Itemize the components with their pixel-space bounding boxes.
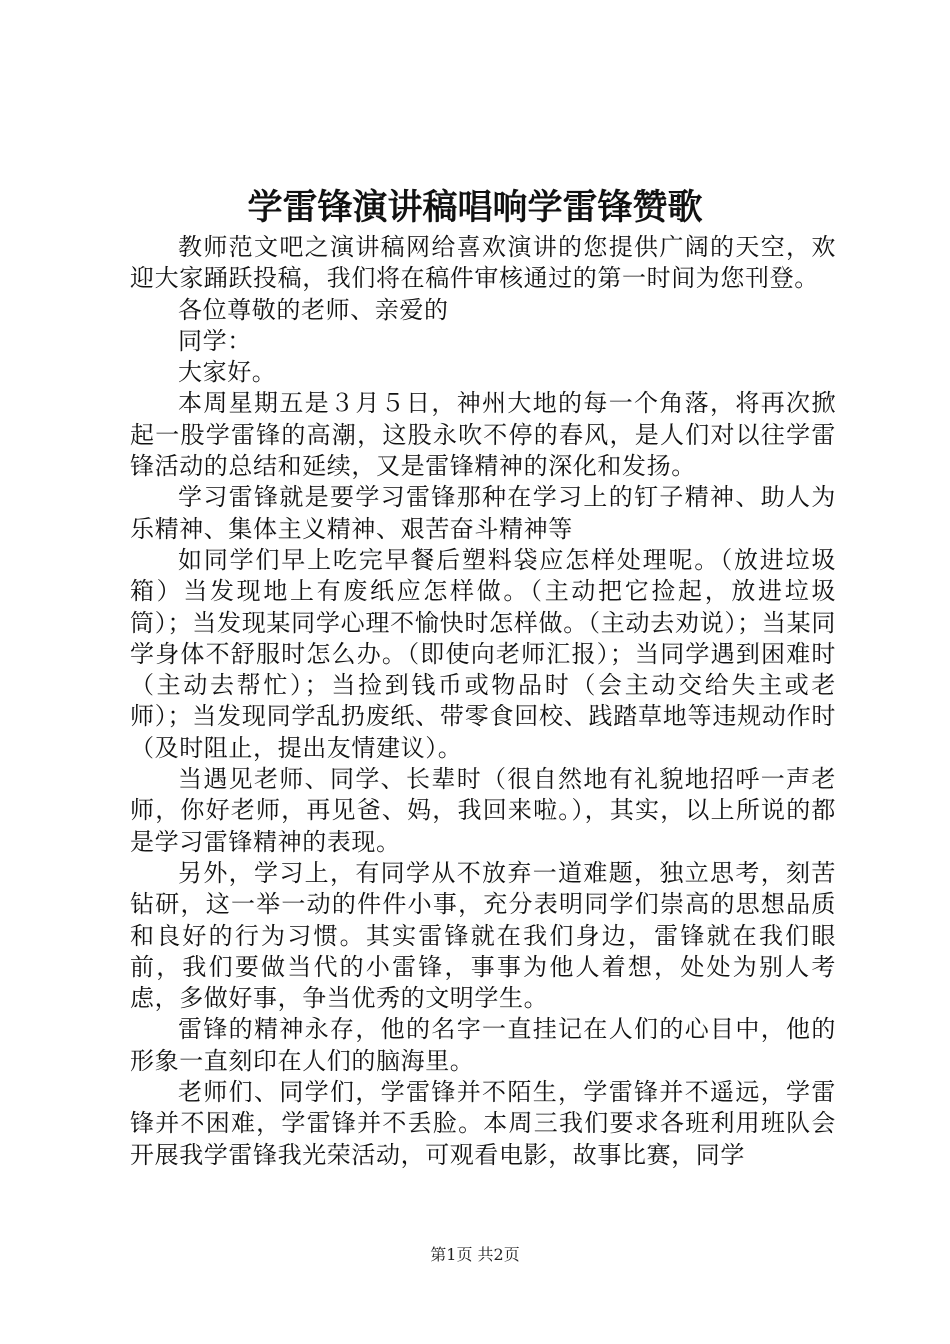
paragraph-body: 学习雷锋就是要学习雷锋那种在学习上的钉子精神、助人为乐精神、集体主义精神、艰苦奋斗精神等 <box>130 483 836 543</box>
paragraph-body: 另外，学习上，有同学从不放弃一道难题，独立思考，刻苦钻研，这一举一动的件件小事，充分表明同学们崇高的思想品质和良好的行为习惯。其实雷锋就在我们身边，雷锋就在我们眼前，我们要做当代的小雷锋，事事为他人着想，处处为别人考虑，多做好事，争当优秀的文明学生。 <box>130 858 836 1013</box>
paragraph-salutation-cont: 同学： <box>178 326 252 355</box>
paragraph-body: 本周星期五是３月５日，神州大地的每一个角落，将再次掀起一股学雷锋的高潮，这股永吹不停的春风，是人们对以往学雷锋活动的总结和延续，又是雷锋精神的深化和发扬。 <box>130 389 836 481</box>
document-title: 学雷锋演讲稿唱响学雷锋赞歌 <box>247 187 703 228</box>
document-body <box>130 232 836 1171</box>
paragraph-body: 如同学们早上吃完早餐后塑料袋应怎样处理呢。（放进垃圾箱）当发现地上有废纸应怎样做。（主动把它捡起，放进垃圾筒）；当发现某同学心理不愉快时怎样做。（主动去劝说）；当某同学身体不舒服时怎么办。（即使向老师汇报）；当同学遇到困难时（主动去帮忙）；当捡到钱币或物品时（会主动交给失主或老师）；当发现同学乱扔废纸、带零食回校、践踏草地等违规动作时（及时阻止，提出友情建议）。 <box>130 545 836 762</box>
page-footer: 第1页 共2页 <box>430 1245 520 1264</box>
paragraph-body: 老师们、同学们，学雷锋并不陌生，学雷锋并不遥远，学雷锋并不困难，学雷锋并不丢脸。本周三我们要求各班利用班队会开展我学雷锋我光荣活动，可观看电影，故事比赛，同学 <box>130 1078 836 1169</box>
paragraph-intro: 教师范文吧之演讲稿网给喜欢演讲的您提供广阔的天空，欢迎大家踊跃投稿，我们将在稿件审核通过的第一时间为您刊登。 <box>130 233 836 293</box>
paragraph-salutation: 各位尊敬的老师、亲爱的 <box>178 295 449 324</box>
paragraph-greeting: 大家好。 <box>178 358 277 387</box>
paragraph-body: 雷锋的精神永存，他的名字一直挂记在人们的心目中，他的形象一直刻印在人们的脑海里。 <box>130 1015 836 1075</box>
paragraph-body: 当遇见老师、同学、长辈时（很自然地有礼貌地招呼一声老师，你好老师，再见爸、妈，我回来啦。），其实，以上所说的都是学习雷锋精神的表现。 <box>130 765 836 856</box>
